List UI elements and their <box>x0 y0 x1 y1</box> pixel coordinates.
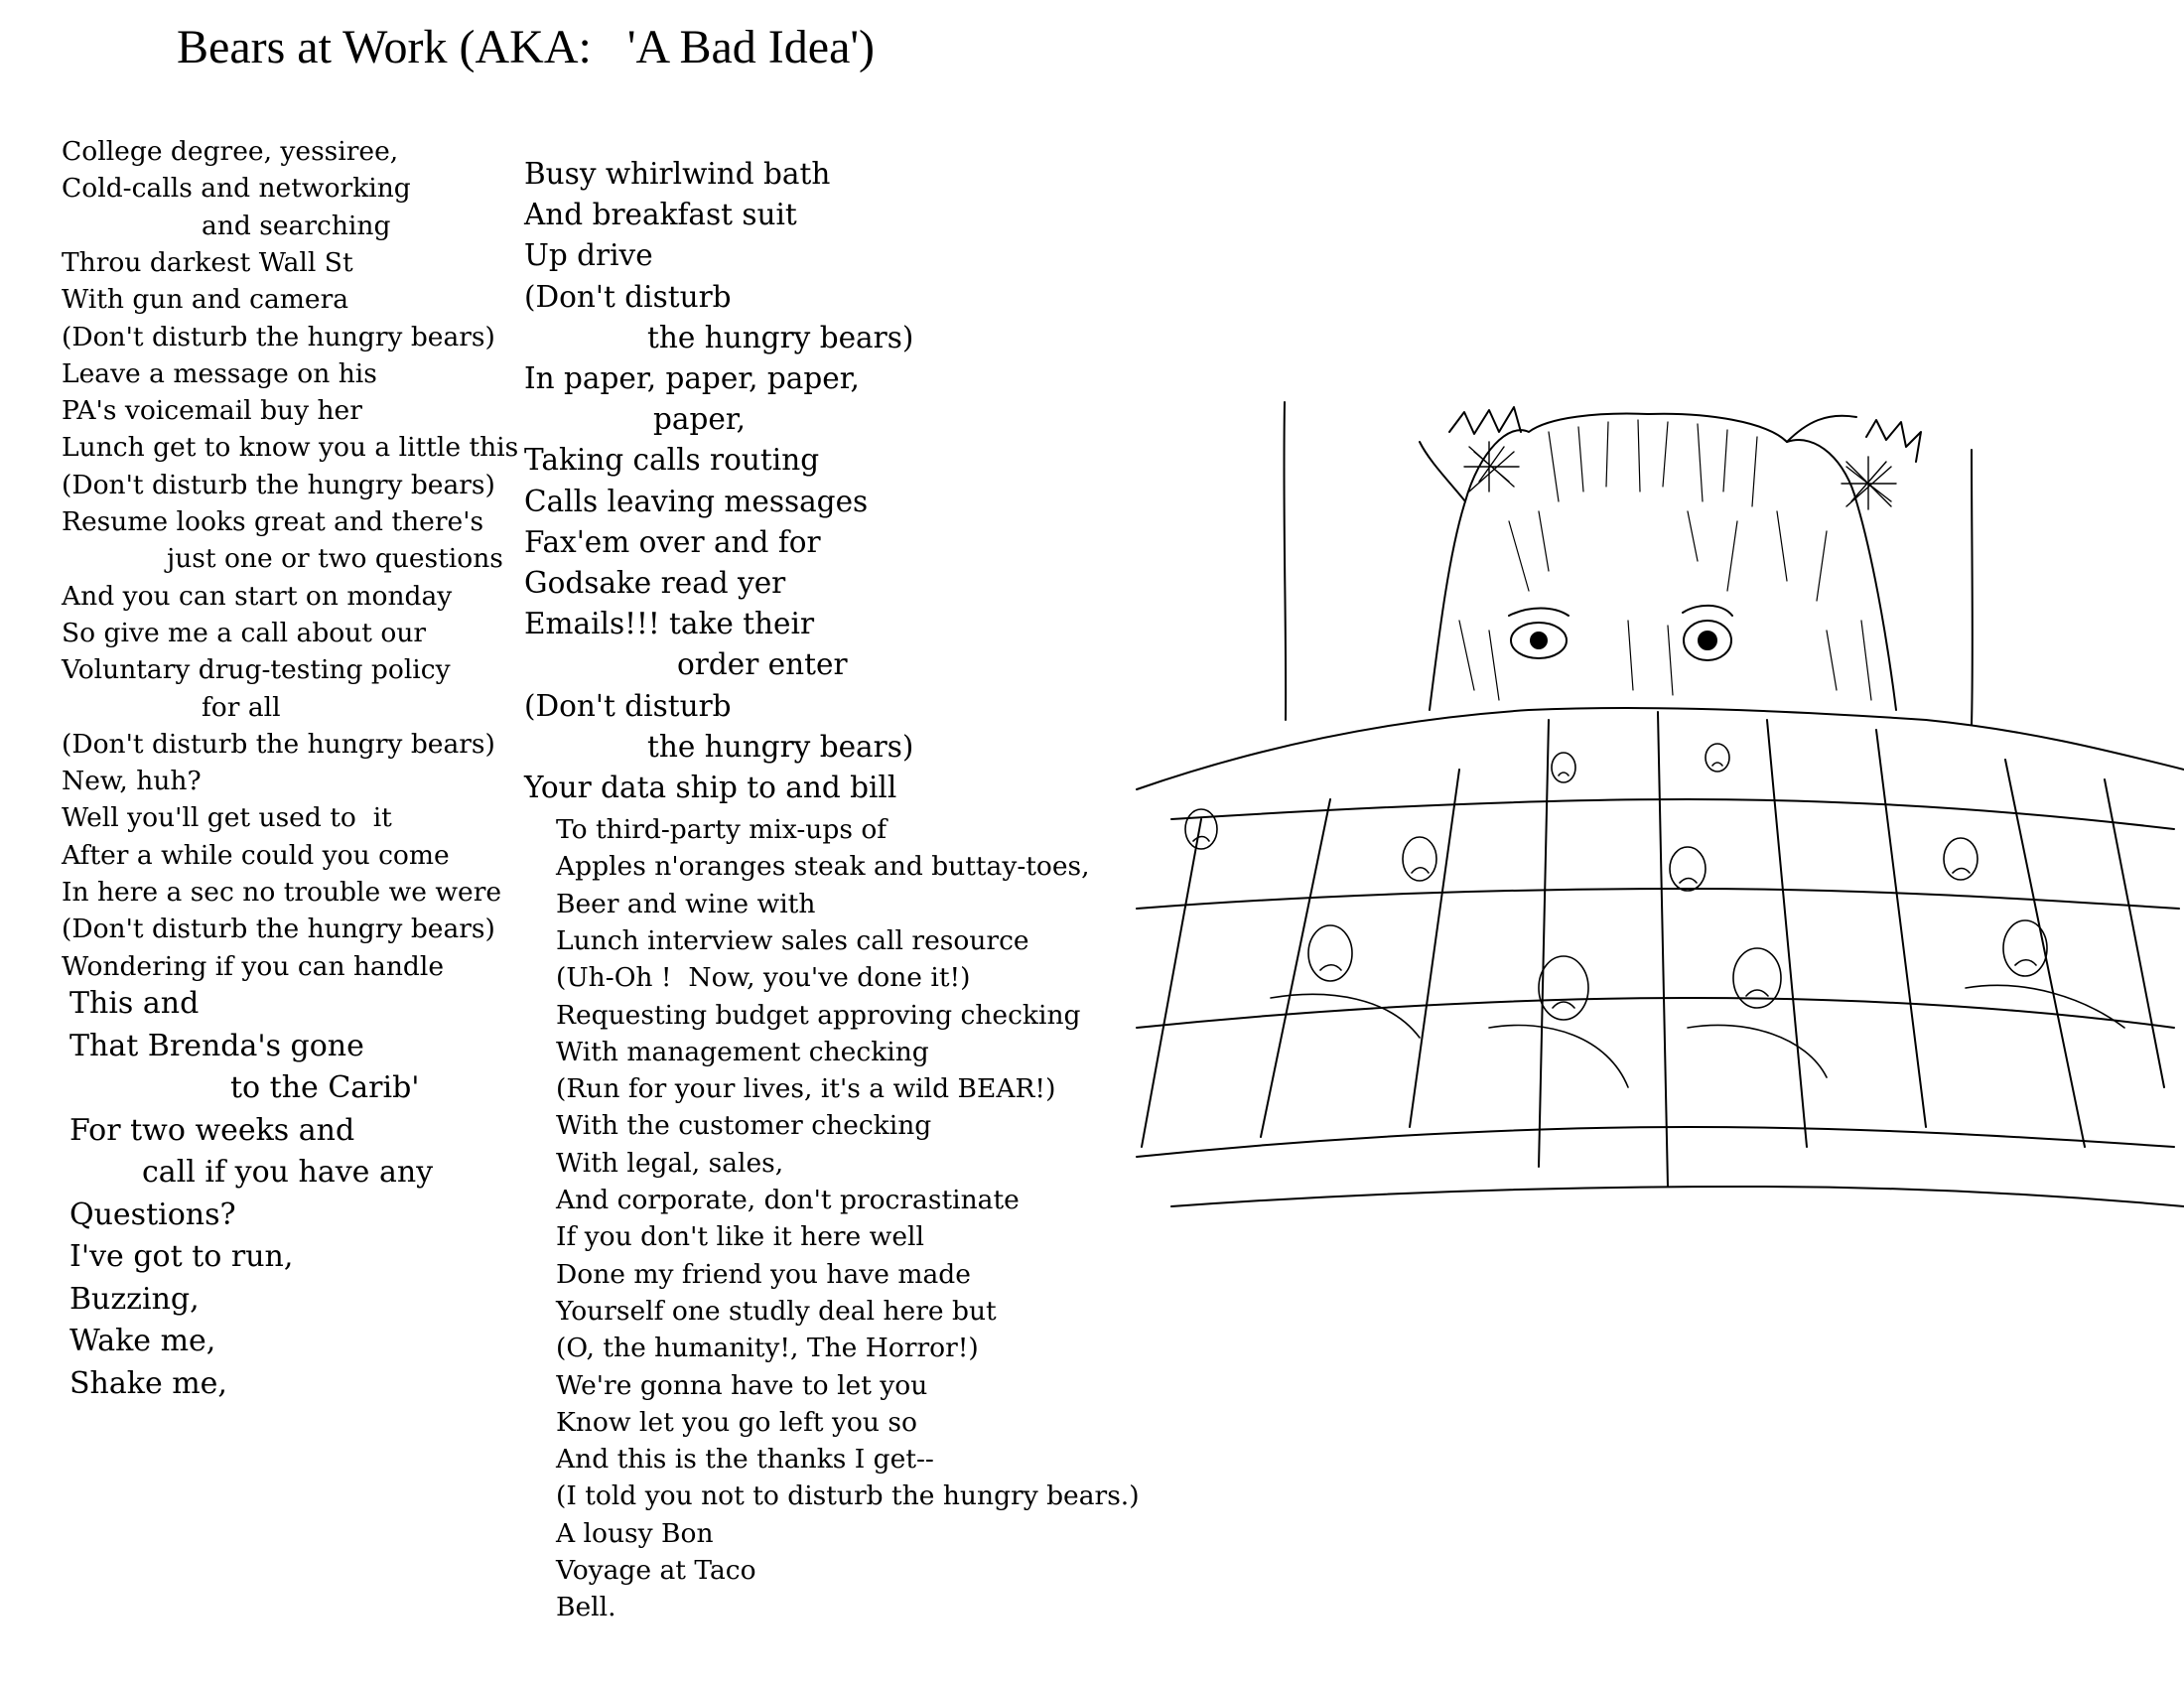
poem-line: If you don't like it here well <box>556 1221 924 1253</box>
poem-title: Bears at Work (AKA: 'A Bad Idea') <box>177 21 876 73</box>
poem-line: Your data ship to and bill <box>524 771 897 804</box>
poem-line: Leave a message on his <box>62 357 377 389</box>
poem-line: In here a sec no trouble we were <box>62 877 502 908</box>
poem-line: College degree, yessiree, <box>62 136 399 167</box>
poem-line: Up drive <box>524 238 653 273</box>
poem-line: Wake me, <box>69 1324 216 1358</box>
poem-line: Voluntary drug-testing policy <box>62 654 451 686</box>
poem-line: (Uh-Oh ! Now, you've done it!) <box>556 962 971 994</box>
wall-line-left <box>1284 402 1286 720</box>
poem-line: Busy whirlwind bath <box>524 157 831 191</box>
poem-line: (Run for your lives, it's a wild BEAR!) <box>556 1073 1056 1105</box>
sad-office-workers <box>1185 744 2124 1087</box>
poem-line: (Don't disturb the hungry bears) <box>62 469 495 500</box>
bear-office-sketch <box>1132 392 2184 1226</box>
poem-line: For two weeks and <box>69 1112 355 1148</box>
poem-line: Well you'll get used to it <box>62 802 392 834</box>
poem-line: Apples n'oranges steak and buttay-toes, <box>556 851 1090 883</box>
poem-line: call if you have any <box>142 1155 434 1190</box>
poem-line: paper, <box>653 402 747 437</box>
poem-line: This and <box>69 986 200 1021</box>
poem-line: just one or two questions <box>167 543 503 575</box>
poem-line: And breakfast suit <box>524 198 797 232</box>
poem-line: PA's voicemail buy her <box>62 395 362 427</box>
poem-line: Voyage at Taco <box>556 1555 756 1586</box>
poem-line: Yourself one studly deal here but <box>556 1295 997 1327</box>
poem-line: New, huh? <box>62 766 202 797</box>
wall-line-right <box>1972 450 1973 725</box>
poem-line: Buzzing, <box>69 1281 200 1317</box>
poem-line: Wondering if you can handle <box>62 950 445 982</box>
poem-line: (Don't disturb <box>524 688 732 723</box>
poem-line: With management checking <box>556 1036 929 1067</box>
poem-line: (Don't disturb the hungry bears) <box>62 321 495 352</box>
poem-line: (O, the humanity!, The Horror!) <box>556 1333 979 1364</box>
poem-line: Calls leaving messages <box>524 484 869 518</box>
poem-line: To third-party mix-ups of <box>556 814 887 845</box>
poem-line: Godsake read yer <box>524 566 786 600</box>
poem-line: Done my friend you have made <box>556 1258 971 1290</box>
poem-line: Throu darkest Wall St <box>62 246 353 278</box>
poem-line: That Brenda's gone <box>69 1028 364 1063</box>
bear-head-drawing <box>1420 407 1921 710</box>
poem-line: And corporate, don't procrastinate <box>556 1185 1020 1215</box>
poem-line: With gun and camera <box>62 284 349 316</box>
poem-line: and searching <box>202 210 391 241</box>
poem-line: I've got to run, <box>69 1239 294 1274</box>
poem-line: the hungry bears) <box>647 320 914 354</box>
poem-line: for all <box>202 691 281 723</box>
poem-line: We're gonna have to let you <box>556 1369 928 1401</box>
poem-line: And this is the thanks I get-- <box>556 1444 934 1476</box>
poem-line: So give me a call about our <box>62 617 427 648</box>
poem-line: order enter <box>677 647 848 682</box>
cubicle-grid-drawing <box>1137 708 2184 1206</box>
poem-line: And you can start on monday <box>62 580 453 612</box>
poem-line: In paper, paper, paper, <box>524 361 860 395</box>
poem-line: Bell. <box>556 1592 616 1623</box>
poem-line: Resume looks great and there's <box>62 506 484 537</box>
poem-line: Beer and wine with <box>556 888 816 919</box>
poem-line: (Don't disturb <box>524 279 732 314</box>
poem-line: Questions? <box>69 1196 236 1232</box>
poem-line: (Don't disturb the hungry bears) <box>62 728 495 760</box>
poem-line: With the customer checking <box>556 1110 932 1142</box>
poem-line: Taking calls routing <box>524 443 820 478</box>
poem-line: the hungry bears) <box>647 729 914 764</box>
poem-line: Lunch interview sales call resource <box>556 924 1029 956</box>
poem-line: Fax'em over and for <box>524 524 821 559</box>
poem-line: (I told you not to disturb the hungry bears.) <box>556 1480 1140 1512</box>
poem-line: Know let you go left you so <box>556 1406 917 1438</box>
poem-line: A lousy Bon <box>556 1517 714 1549</box>
poem-line: Shake me, <box>69 1365 227 1401</box>
poem-line: Emails!!! take their <box>524 607 815 641</box>
poem-line: With legal, sales, <box>556 1147 784 1179</box>
poem-line: After a while could you come <box>62 839 450 871</box>
poem-line: to the Carib' <box>230 1070 420 1105</box>
poem-line: Lunch get to know you a little this <box>62 432 519 464</box>
poem-line: Cold-calls and networking <box>62 173 411 205</box>
poem-line: (Don't disturb the hungry bears) <box>62 914 495 945</box>
poem-line: Requesting budget approving checking <box>556 999 1081 1031</box>
